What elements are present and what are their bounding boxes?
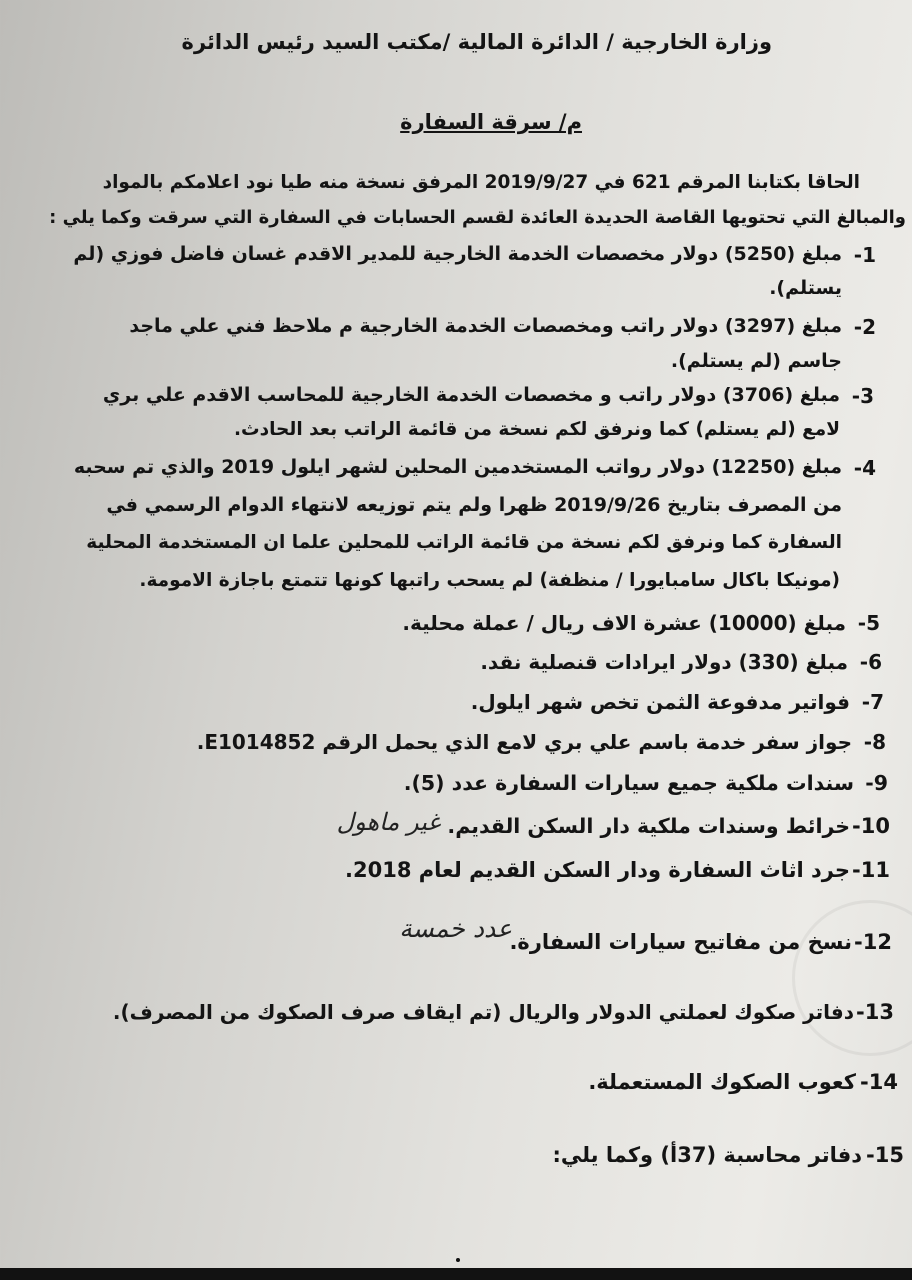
item-1-line-1: مبلغ (5250) دولار مخصصات الخدمة الخارجية للمدير الاقدم غسان فاضل فوزي (لم xyxy=(73,243,842,265)
item-15-line-1: دفاتر محاسبة (37أ) وكما يلي: xyxy=(552,1143,862,1167)
item-3-line-1: مبلغ (3706) دولار راتب و مخصصات الخدمة الخارجية للمحاسب الاقدم علي بري xyxy=(102,384,840,406)
item-7-line-1: فواتير مدفوعة الثمن تخص شهر ايلول. xyxy=(470,690,850,714)
item-6-line-1: مبلغ (330) دولار ايرادات قنصلية نقد. xyxy=(480,650,848,674)
item-5-line-1: مبلغ (10000) عشرة الاف ريال / عملة محلية. xyxy=(402,611,846,635)
item-10-handwritten-note: غير ماهول xyxy=(336,808,440,836)
item-13-number: 13- xyxy=(856,1000,894,1024)
intro-line-2: والمبالغ التي تحتويها القاصة الحديدة العائدة لقسم الحسابات في السفارة التي سرقت وكما يلي : xyxy=(49,207,906,228)
item-7-number: 7- xyxy=(861,690,884,714)
item-8-line-1: جواز سفر خدمة باسم علي بري لامع الذي يحمل الرقم E1014852. xyxy=(196,730,852,754)
item-9-line-1: سندات ملكية جميع سيارات السفارة عدد (5). xyxy=(403,771,854,795)
item-6-number: 6- xyxy=(859,650,882,674)
item-3-line-2: لامع (لم يستلم) كما ونرفق لكم نسخة من قائمة الراتب بعد الحادث. xyxy=(233,419,840,440)
intro-line-1: الحاقا بكتابنا المرقم 621 في 2019/9/27 المرفق نسخة منه طيا نود اعلامكم بالمواد xyxy=(102,172,860,193)
item-15-number: 15- xyxy=(866,1143,904,1167)
item-2-line-1: مبلغ (3297) دولار راتب ومخصصات الخدمة الخارجية م ملاحظ فني علي ماجد xyxy=(129,315,842,337)
item-1-line-2: يستلم). xyxy=(769,277,842,299)
stamp-ghost xyxy=(792,900,912,1056)
item-2-number: 2- xyxy=(853,315,876,339)
ministry-header: وزارة الخارجية / الدائرة المالية /مكتب السيد رئيس الدائرة xyxy=(181,30,772,54)
subject-line: م/ سرقة السفارة xyxy=(400,110,582,134)
item-11-line-1: جرد اثاث السفارة ودار السكن القديم لعام 2018. xyxy=(345,858,850,882)
item-2-line-2: جاسم (لم يستلم). xyxy=(670,350,842,372)
item-14-line-1: كعوب الصكوك المستعملة. xyxy=(588,1070,856,1094)
item-12-handwritten-note: عدد خمسة xyxy=(399,914,512,943)
item-1-number: 1- xyxy=(853,243,876,267)
item-4-number: 4- xyxy=(853,456,876,480)
item-4-line-3: السفارة كما ونرفق لكم نسخة من قائمة الراتب للمحلين علما ان المستخدمة المحلية xyxy=(86,532,842,553)
photo-bottom-edge xyxy=(0,1268,912,1280)
item-10-line-1: خرائط وسندات ملكية دار السكن القديم. xyxy=(447,814,850,838)
item-5-number: 5- xyxy=(857,611,880,635)
item-10-number: 10- xyxy=(852,814,890,838)
item-3-number: 3- xyxy=(851,384,874,408)
page-mark xyxy=(456,1258,460,1262)
item-8-number: 8- xyxy=(863,730,886,754)
item-4-line-2: من المصرف بتاريخ 2019/9/26 ظهرا ولم يتم توزيعه لانتهاء الدوام الرسمي في xyxy=(106,494,842,516)
item-4-line-4: (مونيكا باكال سامبايورا / منظفة) لم يسحب راتبها كونها تتمتع باجازة الامومة. xyxy=(139,570,840,591)
item-12-line-1: نسخ من مفاتيح سيارات السفارة. xyxy=(509,930,852,954)
item-9-number: 9- xyxy=(865,771,888,795)
item-14-number: 14- xyxy=(860,1070,898,1094)
item-11-number: 11- xyxy=(852,858,890,882)
item-13-line-1: دفاتر صكوك لعملتي الدولار والريال (تم ايقاف صرف الصكوك من المصرف). xyxy=(112,1000,854,1024)
item-12-number: 12- xyxy=(854,930,892,954)
item-4-line-1: مبلغ (12250) دولار رواتب المستخدمين المحلين لشهر ايلول 2019 والذي تم سحبه xyxy=(73,456,842,478)
